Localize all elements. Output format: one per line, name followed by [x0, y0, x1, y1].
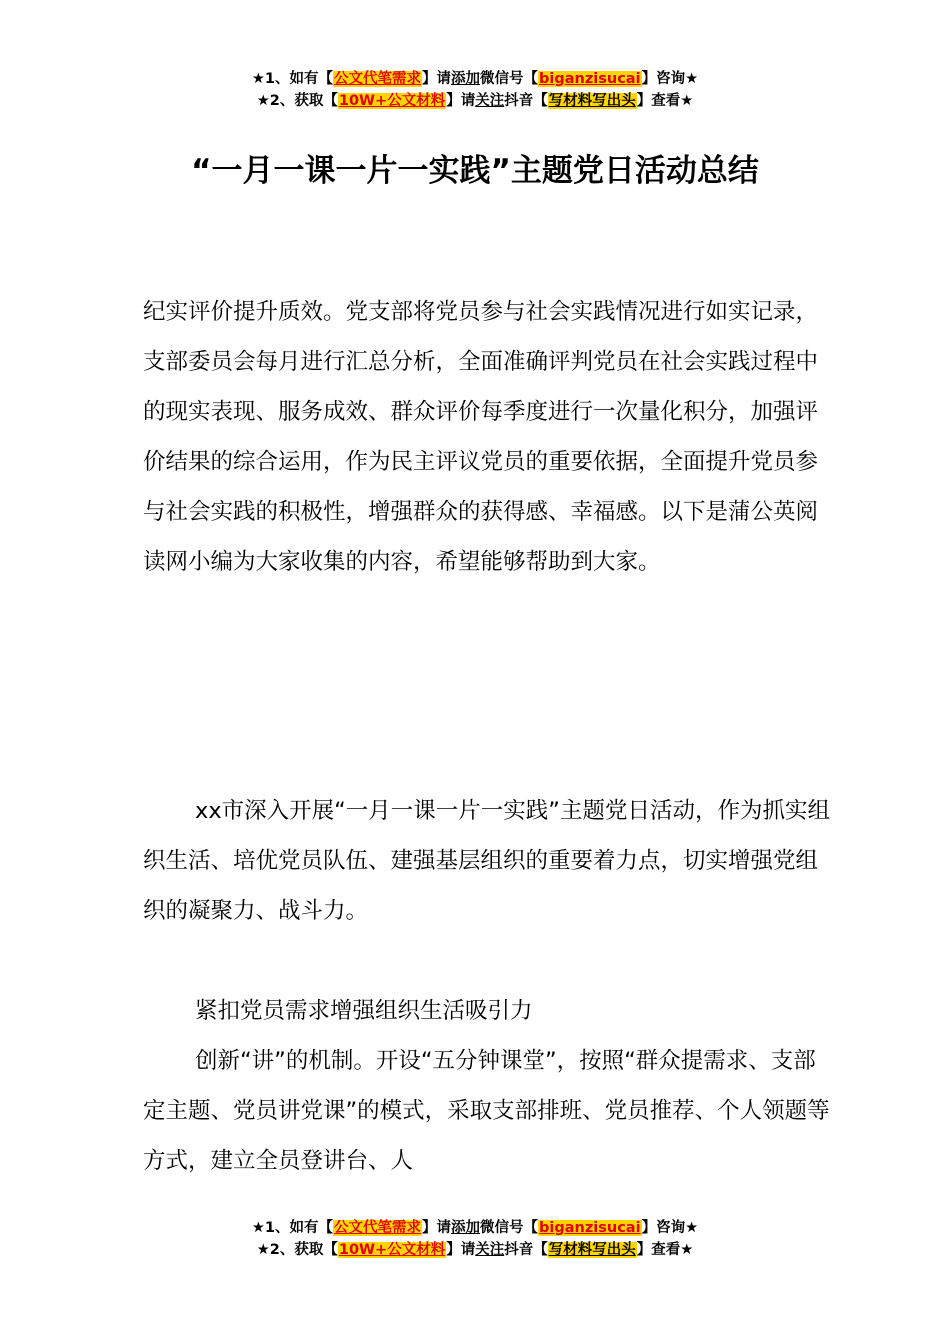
- star-icon: ★: [256, 1242, 270, 1258]
- banner-text: 】请: [422, 1220, 452, 1236]
- footer-banner: [0, 1217, 950, 1261]
- highlight-douyin: 写材料写出头: [548, 93, 636, 109]
- banner-text: 微信号【: [480, 71, 539, 87]
- banner-text: 】咨询★: [641, 71, 699, 87]
- highlight-douyin: 写材料写出头: [548, 1242, 636, 1258]
- banner-line-1: [0, 68, 950, 90]
- banner-text: 】请: [422, 71, 452, 87]
- banner-text: 】查看★: [636, 93, 694, 109]
- banner-text: 】请: [446, 1242, 476, 1258]
- highlight-ghostwriting: 公文代笔需求: [334, 1220, 422, 1236]
- banner-text: 微信号【: [480, 1220, 539, 1236]
- highlight-wechat-id: biganzisucai: [539, 71, 641, 87]
- emphasis-follow: 关注: [475, 1242, 505, 1258]
- emphasis-add: 添加: [451, 71, 481, 87]
- paragraph-body: 创新“讲”的机制。开设“五分钟课堂”，按照“群众提需求、支部定主题、党员讲党课”的模式，采取支部排班、党员推荐、个人领题等方式，建立全员登讲台、人: [143, 1048, 830, 1174]
- banner-line-2: [0, 90, 950, 112]
- banner-text: 2、获取【: [269, 93, 338, 109]
- banner-text: 2、获取【: [269, 1242, 338, 1258]
- star-icon: ★: [256, 93, 270, 109]
- banner-text: 抖音【: [504, 93, 548, 109]
- highlight-wechat-id: biganzisucai: [539, 1220, 641, 1236]
- star-icon: ★: [251, 1220, 265, 1236]
- banner-text: 】咨询★: [641, 1220, 699, 1236]
- section-heading: 紧扣党员需求增强组织生活吸引力: [195, 998, 533, 1024]
- banner-line-2: [0, 1239, 950, 1261]
- paragraph-intro: 纪实评价提升质效。党支部将党员参与社会实践情况进行如实记录，支部委员会每月进行汇总分析，全面准确评判党员在社会实践过程中的现实表现、服务成效、群众评价每季度进行一次量化积分，加强评价结果的综合运用，作为民主评议党员的重要依据，全面提升党员参与社会实践的积极性，增强群众的获得感、幸福感。以下是蒲公英阅读网小编为大家收集的内容，希望能够帮助到大家。: [143, 299, 819, 575]
- banner-text: 1、如有【: [264, 71, 334, 87]
- paragraph-overview: xx市深入开展“一月一课一片一实践”主题党日活动，作为抓实组织生活、培优党员队伍、建强基层组织的重要着力点，切实增强党组织的凝聚力、战斗力。: [143, 798, 830, 924]
- emphasis-follow: 关注: [475, 93, 505, 109]
- banner-text: 】查看★: [636, 1242, 694, 1258]
- banner-line-1: [0, 1217, 950, 1239]
- banner-text: 】请: [446, 93, 476, 109]
- emphasis-add: 添加: [451, 1220, 481, 1236]
- highlight-ghostwriting: 公文代笔需求: [334, 71, 422, 87]
- star-icon: ★: [251, 71, 265, 87]
- header-banner: [0, 68, 950, 112]
- highlight-materials: 10W+公文材料: [338, 1242, 446, 1258]
- banner-text: 抖音【: [504, 1242, 548, 1258]
- document-title: “一月一课一片一实践”主题党日活动总结: [191, 153, 759, 189]
- banner-text: 1、如有【: [264, 1220, 334, 1236]
- highlight-materials: 10W+公文材料: [338, 93, 446, 109]
